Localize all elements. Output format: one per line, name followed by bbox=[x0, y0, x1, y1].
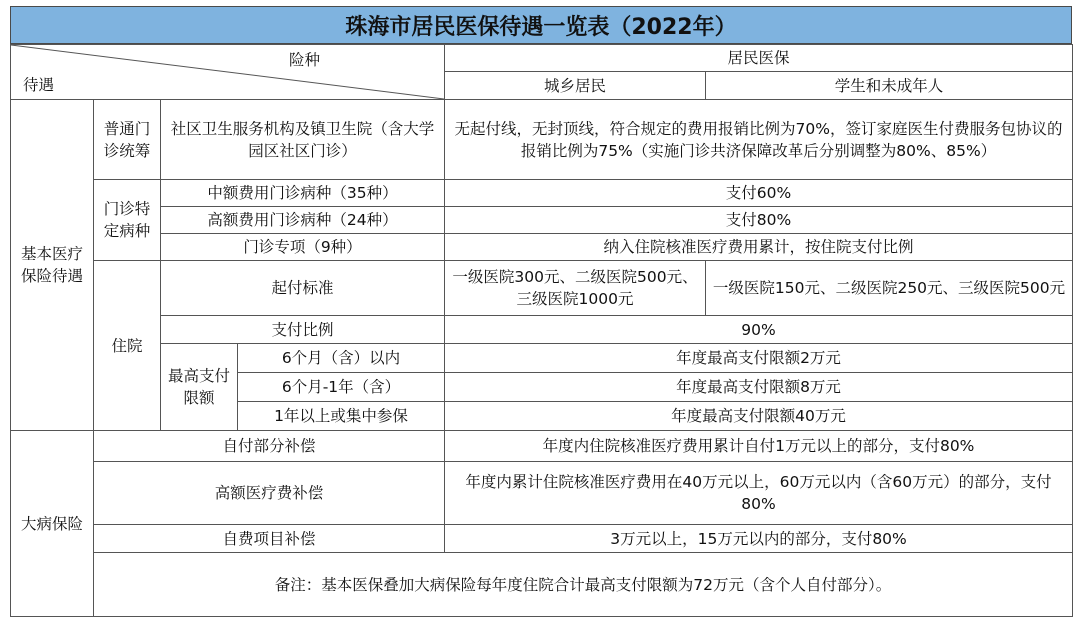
limit-value: 年度最高支付限额2万元 bbox=[445, 344, 1073, 373]
critical-item: 自费项目补偿 bbox=[94, 525, 445, 553]
payment-ratio-value: 90% bbox=[445, 316, 1073, 344]
special-outpatient-value: 纳入住院核准医疗费用累计，按住院支付比例 bbox=[445, 234, 1073, 261]
general-outpatient-item: 社区卫生服务机构及镇卫生院（含大学园区社区门诊） bbox=[161, 100, 445, 180]
critical-item: 高额医疗费补偿 bbox=[94, 462, 445, 525]
special-outpatient-item: 高额费用门诊病种（24种） bbox=[161, 207, 445, 234]
max-limit-item: 最高支付限额 bbox=[161, 344, 238, 431]
critical-item: 自付部分补偿 bbox=[94, 431, 445, 462]
footnote: 备注：基本医保叠加大病保险每年度住院合计最高支付限额为72万元（含个人自付部分）。 bbox=[94, 553, 1073, 617]
insurance-type-label: 险种 bbox=[288, 51, 320, 69]
deductible-students: 一级医院150元、二级医院250元、三级医院500元 bbox=[706, 261, 1073, 316]
urban-rural-header: 城乡居民 bbox=[445, 72, 706, 100]
special-outpatient-category: 门诊特定病种 bbox=[94, 180, 161, 261]
limit-duration: 6个月（含）以内 bbox=[238, 344, 445, 373]
resident-insurance-header: 居民医保 bbox=[445, 45, 1073, 72]
inpatient-category: 住院 bbox=[94, 261, 161, 431]
limit-row bbox=[11, 344, 1073, 373]
header-row bbox=[11, 45, 1073, 72]
limit-duration: 1年以上或集中参保 bbox=[238, 402, 445, 431]
general-outpatient-row bbox=[11, 100, 1073, 180]
page-title: 珠海市居民医保待遇一览表（2022年） bbox=[10, 6, 1072, 44]
inpatient-ratio-row bbox=[11, 316, 1073, 344]
inpatient-deductible-row bbox=[11, 261, 1073, 316]
special-outpatient-item: 门诊专项（9种） bbox=[161, 234, 445, 261]
general-outpatient-value: 无起付线，无封顶线，符合规定的费用报销比例为70%，签订家庭医生付费服务包协议的报销比例为75%（实施门诊共济保障改革后分别调整为80%、85%） bbox=[445, 100, 1073, 180]
deductible-urban-rural: 一级医院300元、二级医院500元、三级医院1000元 bbox=[445, 261, 706, 316]
special-outpatient-value: 支付80% bbox=[445, 207, 1073, 234]
critical-insurance-label: 大病保险 bbox=[11, 431, 94, 617]
deductible-item: 起付标准 bbox=[161, 261, 445, 316]
note-row bbox=[11, 553, 1073, 617]
critical-value: 年度内累计住院核准医疗费用在40万元以上，60万元以内（含60万元）的部分，支付80% bbox=[445, 462, 1073, 525]
limit-value: 年度最高支付限额8万元 bbox=[445, 373, 1073, 402]
special-outpatient-value: 支付60% bbox=[445, 180, 1073, 207]
benefit-label: 待遇 bbox=[23, 76, 55, 94]
special-outpatient-row bbox=[11, 207, 1073, 234]
critical-row bbox=[11, 525, 1073, 553]
limit-value: 年度最高支付限额40万元 bbox=[445, 402, 1073, 431]
diagonal-header-cell bbox=[11, 45, 445, 100]
critical-value: 年度内住院核准医疗费用累计自付1万元以上的部分，支付80% bbox=[445, 431, 1073, 462]
limit-duration: 6个月-1年（含） bbox=[238, 373, 445, 402]
basic-insurance-label: 基本医疗保险待遇 bbox=[11, 100, 94, 431]
benefits-table bbox=[10, 44, 1073, 617]
special-outpatient-row bbox=[11, 234, 1073, 261]
diagonal-line bbox=[11, 45, 444, 99]
critical-row bbox=[11, 462, 1073, 525]
special-outpatient-row bbox=[11, 180, 1073, 207]
payment-ratio-item: 支付比例 bbox=[161, 316, 445, 344]
critical-row bbox=[11, 431, 1073, 462]
students-header: 学生和未成年人 bbox=[706, 72, 1073, 100]
general-outpatient-category: 普通门诊统筹 bbox=[94, 100, 161, 180]
special-outpatient-item: 中额费用门诊病种（35种） bbox=[161, 180, 445, 207]
critical-value: 3万元以上，15万元以内的部分，支付80% bbox=[445, 525, 1073, 553]
